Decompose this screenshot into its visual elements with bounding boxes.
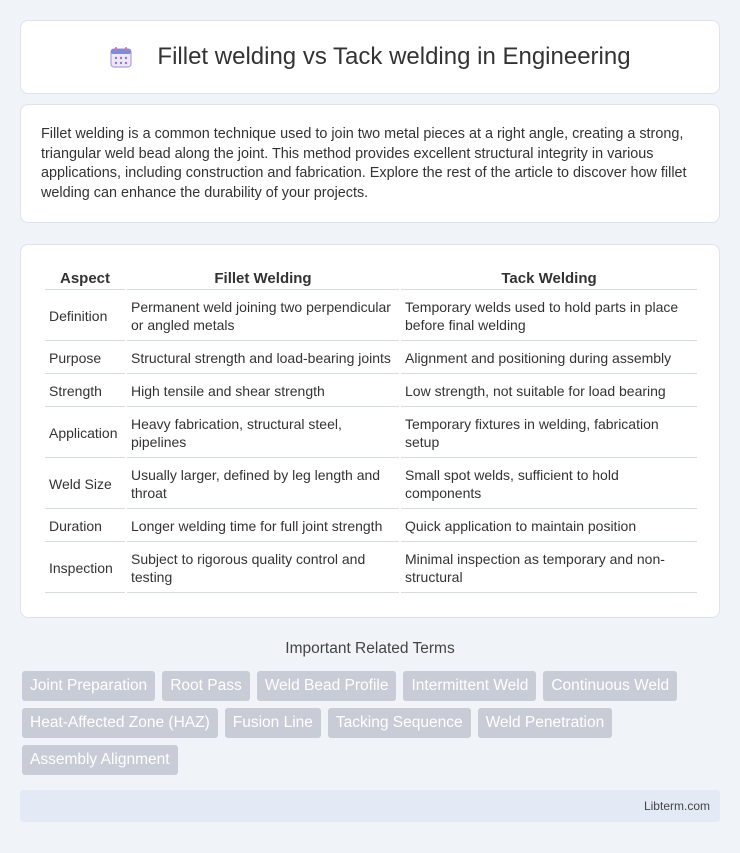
table-row (45, 409, 697, 458)
table-row (45, 460, 697, 509)
term-tag[interactable]: Fusion Line (225, 708, 321, 738)
comparison-table (43, 265, 699, 595)
intro-card (20, 104, 720, 223)
aspect-cell: Duration (45, 511, 125, 542)
term-tag[interactable]: Weld Penetration (478, 708, 613, 738)
related-terms-list (22, 671, 722, 782)
calendar-icon (109, 45, 133, 69)
intro-paragraph: Fillet welding is a common technique used to join two metal pieces at a right angle, creating a strong, triangular weld bead along the joint. This method provides excellent structural integrity in various applications, including construction and fabrication. Explore the rest of the article to discover how fillet welding can enhance the durability of your projects. (41, 126, 687, 201)
header-tack-welding: Tack Welding (401, 267, 697, 290)
term-tag[interactable]: Continuous Weld (543, 671, 677, 701)
term-tag[interactable]: Assembly Alignment (22, 745, 178, 775)
table-row (45, 376, 697, 407)
fillet-cell: High tensile and shear strength (127, 376, 399, 407)
aspect-cell: Weld Size (45, 460, 125, 509)
tack-cell: Small spot welds, sufficient to hold components (401, 460, 697, 509)
table-row (45, 511, 697, 542)
term-tag[interactable]: Weld Bead Profile (257, 671, 397, 701)
fillet-cell: Subject to rigorous quality control and testing (127, 544, 399, 593)
header-fillet-welding: Fillet Welding (127, 267, 399, 290)
fillet-cell: Longer welding time for full joint strength (127, 511, 399, 542)
tack-cell: Quick application to maintain position (401, 511, 697, 542)
aspect-cell: Inspection (45, 544, 125, 593)
page-title: Fillet welding vs Tack welding in Engineering (157, 43, 631, 70)
aspect-cell: Purpose (45, 343, 125, 374)
aspect-cell: Strength (45, 376, 125, 407)
term-tag[interactable]: Root Pass (162, 671, 250, 701)
related-terms-heading: Important Related Terms (285, 640, 455, 657)
term-tag[interactable]: Heat-Affected Zone (HAZ) (22, 708, 218, 738)
tack-cell: Alignment and positioning during assembly (401, 343, 697, 374)
tack-cell: Low strength, not suitable for load bearing (401, 376, 697, 407)
aspect-cell: Definition (45, 292, 125, 341)
term-tag[interactable]: Tacking Sequence (328, 708, 471, 738)
term-tag[interactable]: Intermittent Weld (403, 671, 536, 701)
fillet-cell: Structural strength and load-bearing joints (127, 343, 399, 374)
fillet-cell: Usually larger, defined by leg length and throat (127, 460, 399, 509)
table-row (45, 544, 697, 593)
tack-cell: Temporary welds used to hold parts in place before final welding (401, 292, 697, 341)
aspect-cell: Application (45, 409, 125, 458)
table-header-row (45, 267, 697, 290)
title-card (20, 20, 720, 94)
table-row (45, 292, 697, 341)
tack-cell: Minimal inspection as temporary and non-structural (401, 544, 697, 593)
comparison-table-card (20, 244, 720, 618)
table-row (45, 343, 697, 374)
fillet-cell: Heavy fabrication, structural steel, pipelines (127, 409, 399, 458)
term-tag[interactable]: Joint Preparation (22, 671, 155, 701)
header-aspect: Aspect (45, 267, 125, 290)
tack-cell: Temporary fixtures in welding, fabrication setup (401, 409, 697, 458)
footer (20, 790, 720, 822)
fillet-cell: Permanent weld joining two perpendicular or angled metals (127, 292, 399, 341)
footer-brand-link[interactable]: Libterm.com (643, 799, 710, 813)
